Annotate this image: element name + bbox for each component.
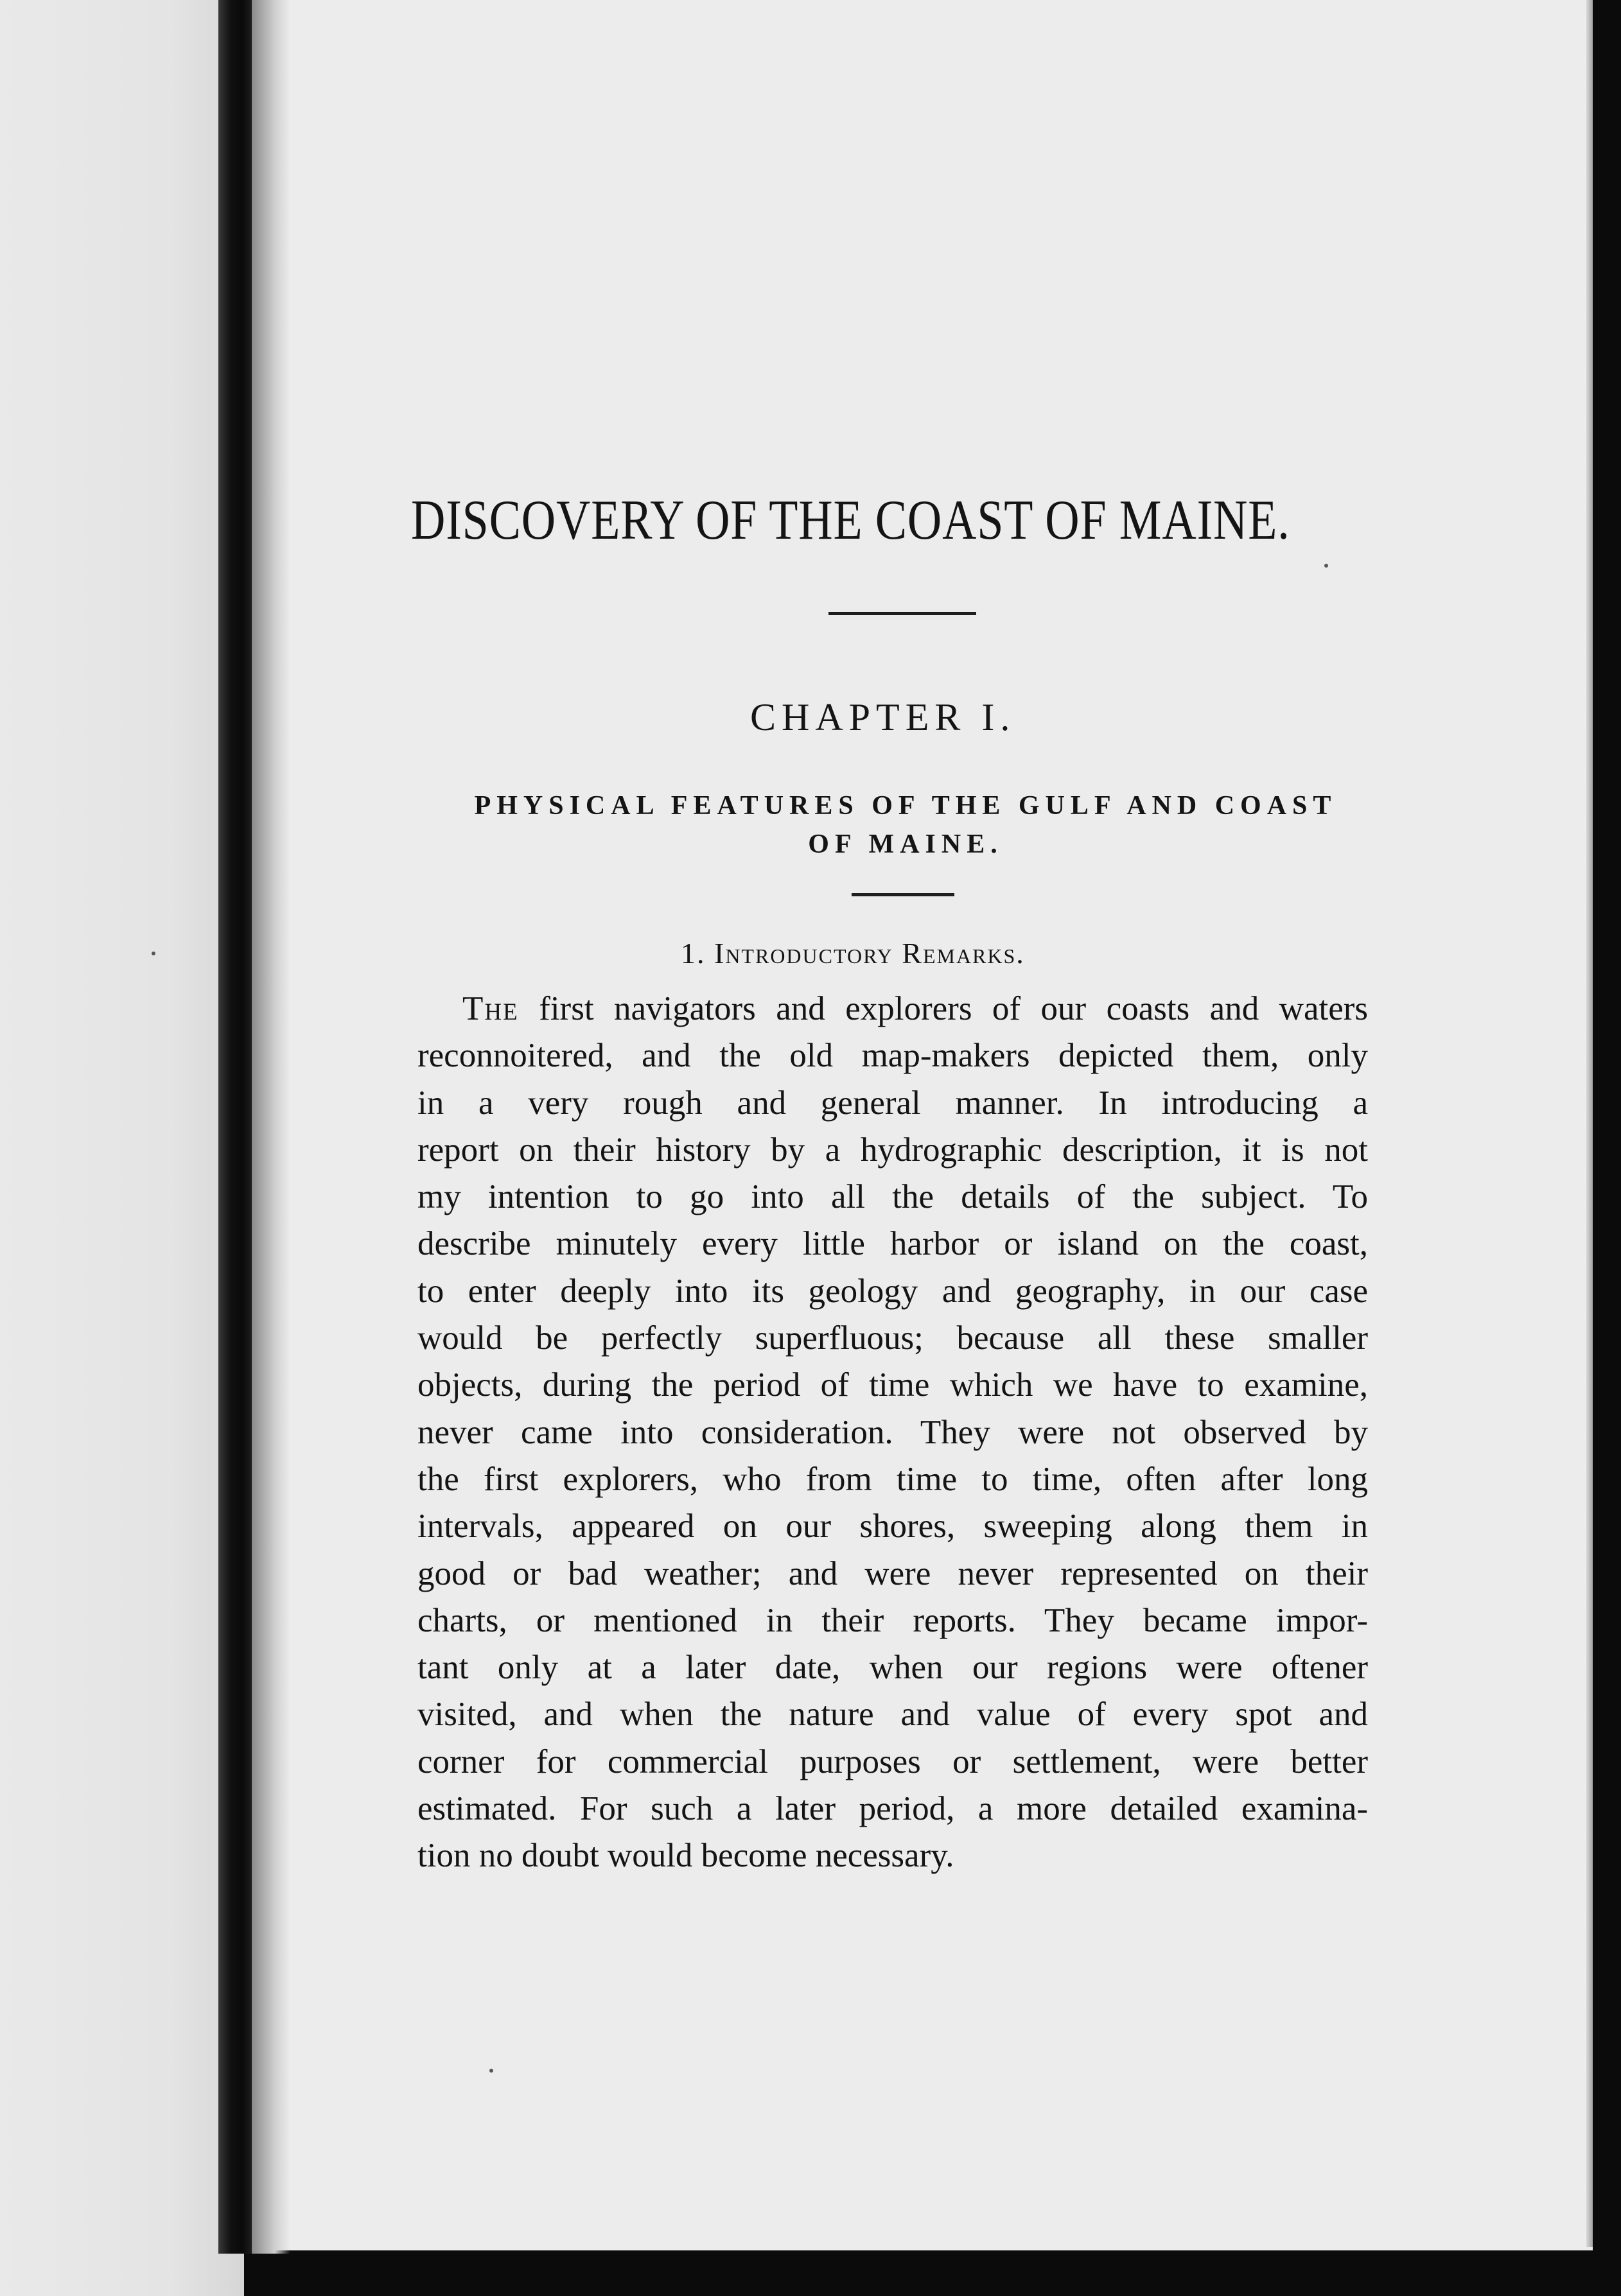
- body-paragraph: [417, 986, 1368, 1880]
- body-line: reconnoitered, and the old map-makers depicted them, only: [417, 1037, 1368, 1075]
- facing-page-left: [0, 0, 244, 2296]
- body-line: would be perfectly superfluous; because all these smaller: [417, 1319, 1368, 1357]
- body-line: corner for commercial purposes or settlement, were better: [417, 1743, 1368, 1780]
- body-line: describe minutely every little harbor or island on the coast,: [417, 1225, 1368, 1263]
- body-line: The first navigators and explorers of our coasts and waters: [462, 990, 1368, 1027]
- paper-speck: [152, 952, 155, 955]
- subtitle-divider: [852, 893, 954, 896]
- section-heading: 1. Introductory Remarks.: [681, 937, 1025, 970]
- body-line: tant only at a later date, when our regions were oftener: [417, 1649, 1368, 1687]
- body-line: good or bad weather; and were never represented on their: [417, 1554, 1368, 1592]
- paper-speck: [1324, 564, 1328, 568]
- title-divider: [828, 612, 976, 615]
- body-line: visited, and when the nature and value of every spot and: [417, 1696, 1368, 1734]
- body-line: estimated. For such a later period, a more detailed examina-: [417, 1790, 1368, 1828]
- body-line: charts, or mentioned in their reports. They became impor-: [417, 1601, 1368, 1639]
- scan-border-right: [1593, 0, 1621, 2296]
- body-line: tion no doubt would become necessary.: [417, 1837, 954, 1875]
- chapter-subtitle-line-1: PHYSICAL FEATURES OF THE GULF AND COAST: [474, 791, 1337, 821]
- body-line: the first explorers, who from time to time, often after long: [417, 1460, 1368, 1498]
- body-line: intervals, appeared on our shores, sweeping along them in: [417, 1508, 1368, 1545]
- gutter-fade: [252, 0, 290, 2254]
- lead-word: The: [462, 990, 519, 1027]
- chapter-subtitle: [437, 787, 1374, 864]
- chapter-subtitle-line-2: OF MAINE.: [808, 830, 1003, 859]
- chapter-heading: CHAPTER I.: [750, 696, 1016, 738]
- body-line: never came into consideration. They were not observed by: [417, 1413, 1368, 1451]
- body-line: my intention to go into all the details of the subject. To: [417, 1178, 1368, 1216]
- paper-speck: [489, 2069, 493, 2073]
- body-line: report on their history by a hydrographic description, it is not: [417, 1131, 1368, 1169]
- page-title: DISCOVERY OF THE COAST OF MAINE.: [411, 489, 1290, 552]
- body-line: objects, during the period of time which we have to examine,: [417, 1366, 1368, 1404]
- body-line: to enter deeply into its geology and geography, in our case: [417, 1272, 1368, 1310]
- body-line: in a very rough and general manner. In introducing a: [417, 1084, 1368, 1122]
